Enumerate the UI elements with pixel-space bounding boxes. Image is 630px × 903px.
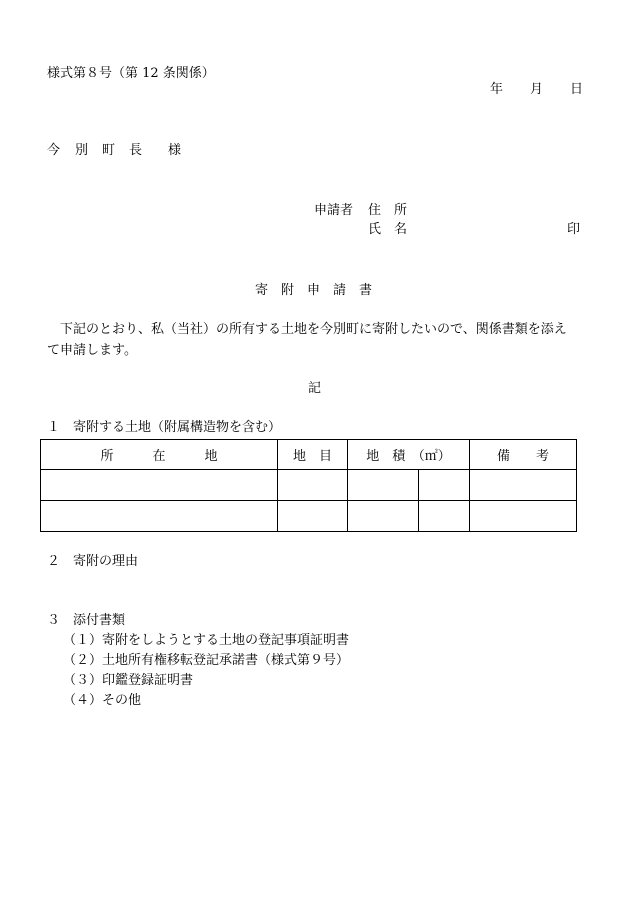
cell-area-decimal[interactable] — [419, 501, 470, 532]
document-title: 寄 附 申 請 書 — [255, 283, 373, 298]
addressee-char-1: 今 — [47, 143, 61, 158]
attachment-item-1: （１）寄附をしようとする土地の登記事項証明書 — [63, 633, 350, 648]
cell-land-category[interactable] — [278, 470, 348, 501]
header-area: 地 積 （㎡） — [348, 440, 470, 470]
header-location: 所 在 地 — [41, 440, 278, 470]
applicant-seal: 印 — [567, 222, 581, 237]
cell-area-decimal[interactable] — [419, 470, 470, 501]
date-day: 日 — [570, 82, 584, 97]
table-row — [41, 501, 577, 532]
cell-location[interactable] — [41, 501, 278, 532]
body-line-1: 下記のとおり、私（当社）の所有する土地を今別町に寄附したいので、関係書類を添え — [60, 322, 567, 337]
cell-location[interactable] — [41, 470, 278, 501]
cell-area[interactable] — [348, 470, 419, 501]
date-month: 月 — [530, 82, 544, 97]
cell-area[interactable] — [348, 501, 419, 532]
ki-label: 記 — [308, 381, 322, 396]
body-line-2: て申請します。 — [47, 343, 137, 358]
applicant-address-label: 住 所 — [368, 203, 408, 218]
section3-heading: ３ 添付書類 — [47, 613, 126, 628]
applicant-name-label: 氏 名 — [368, 222, 408, 237]
section2-heading: ２ 寄附の理由 — [47, 554, 139, 569]
header-remarks: 備 考 — [470, 440, 577, 470]
cell-remarks[interactable] — [470, 470, 577, 501]
cell-remarks[interactable] — [470, 501, 577, 532]
addressee-char-2: 別 — [75, 143, 89, 158]
addressee-char-4: 長 — [129, 143, 143, 158]
applicant-label: 申請者 — [314, 203, 354, 218]
land-table — [40, 439, 577, 532]
section1-heading: １ 寄附する土地（附属構造物を含む） — [47, 420, 282, 435]
attachment-item-2: （２）土地所有権移転登記承諾書（様式第９号） — [63, 653, 350, 668]
header-land-category: 地 目 — [278, 440, 348, 470]
table-header-row — [41, 440, 577, 470]
attachment-item-3: （３）印鑑登録証明書 — [63, 673, 194, 688]
cell-land-category[interactable] — [278, 501, 348, 532]
attachment-item-4: （４）その他 — [63, 693, 142, 708]
table-row — [41, 470, 577, 501]
form-number: 様式第８号（第 12 条関係） — [47, 66, 215, 81]
addressee-honorific: 様 — [168, 143, 182, 158]
date-year: 年 — [490, 82, 504, 97]
addressee-char-3: 町 — [102, 143, 116, 158]
